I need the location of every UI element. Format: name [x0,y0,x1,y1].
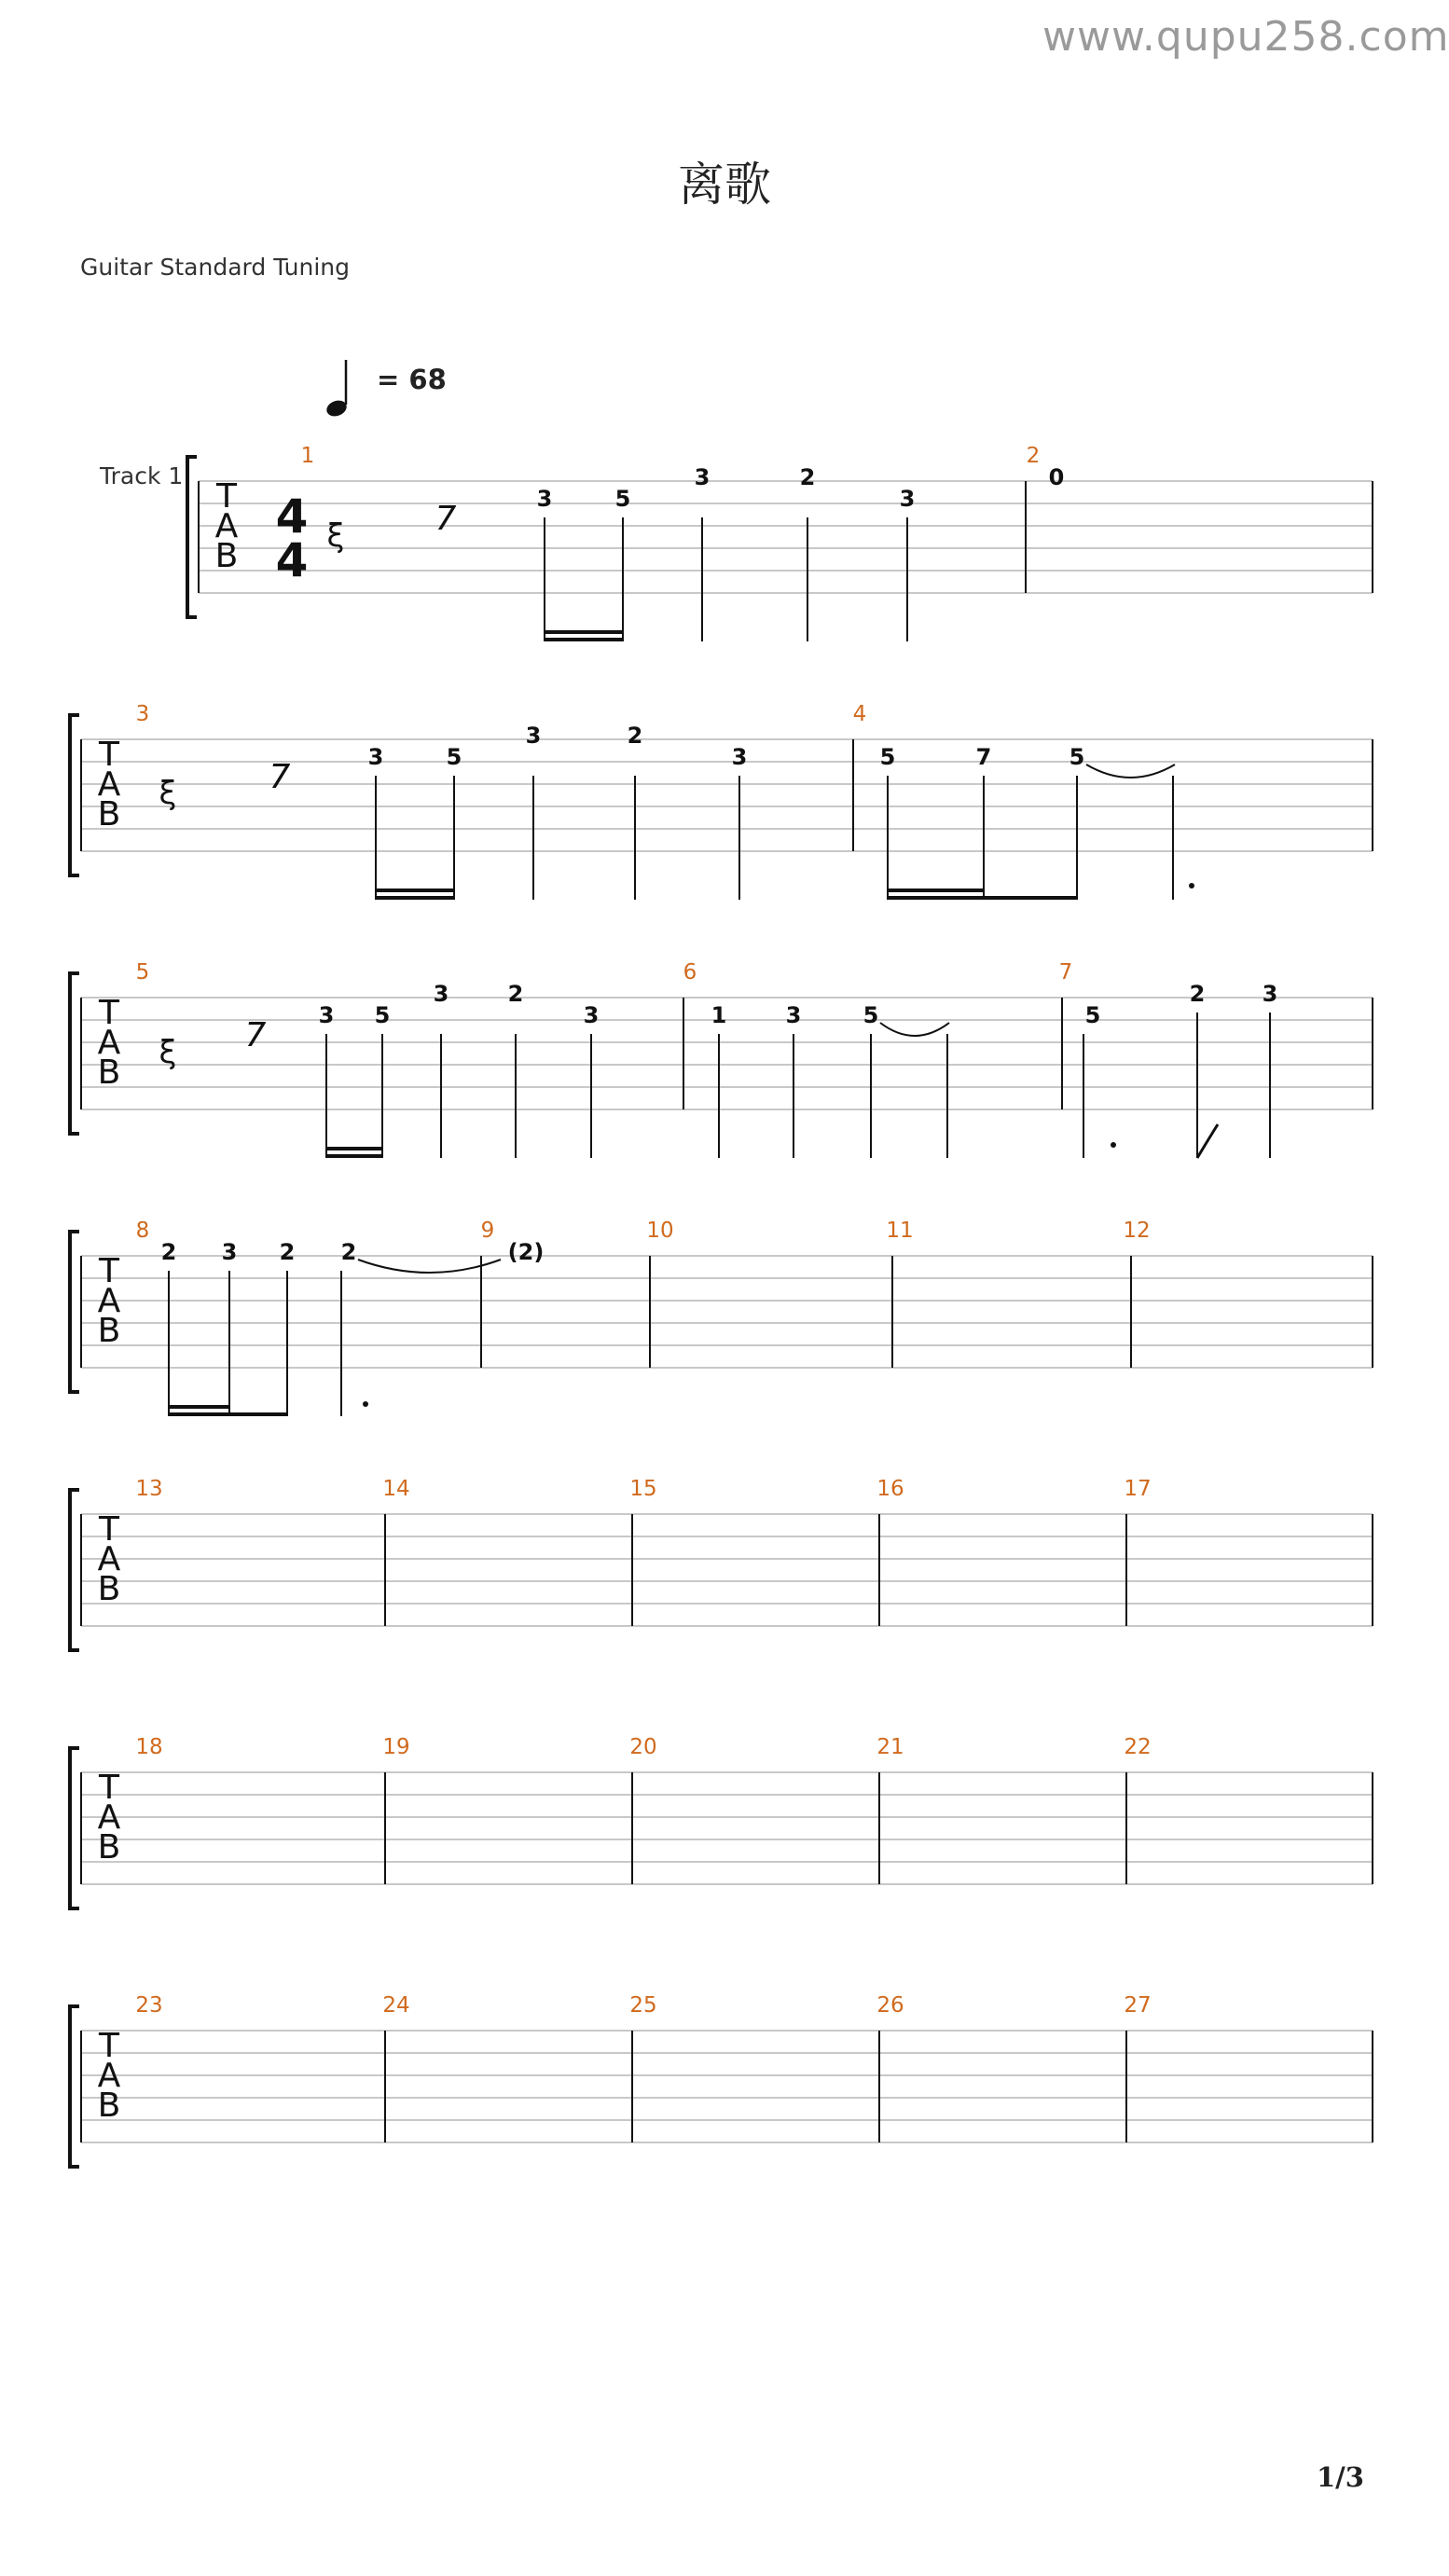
quarter-rest: ξ [159,775,177,812]
fret-number: 2 [279,1239,296,1265]
tab-clef-letter: T [99,1510,119,1549]
time-signature-bottom: 4 [275,533,309,587]
measure-number: 15 [629,1477,657,1501]
fret-number: 3 [221,1239,238,1265]
fret-number: 2 [1189,981,1206,1007]
tab-clef-letter: T [216,477,237,516]
staff-bracket [70,1748,79,1908]
tempo-value: = 68 [377,364,447,395]
fret-number: 5 [374,1002,391,1028]
measure-number: 4 [852,702,867,726]
fret-number: 5 [614,486,631,512]
tab-clef-letter: A [214,507,239,545]
fret-number: 5 [1084,1002,1101,1028]
augmentation-dot [1189,883,1194,889]
fret-number: (2) [507,1239,545,1265]
fret-number: 0 [1048,464,1065,490]
tab-clef-letter: B [97,2087,121,2125]
tab-clef-letter: T [99,994,119,1032]
track-label: Track 1 [100,462,184,489]
augmentation-dot [363,1401,368,1407]
tab-clef-letter: B [97,1054,121,1092]
tab-clef-letter: B [97,795,121,833]
staff-bracket [70,715,79,875]
measure-number: 3 [135,702,150,726]
tab-clef-letter: A [97,765,121,804]
staff-bracket [70,2006,79,2167]
fret-number: 3 [367,744,384,770]
fret-number: 3 [583,1002,600,1028]
measure-number: 12 [1123,1219,1151,1243]
measure-number: 19 [382,1735,410,1759]
measure-number: 1 [300,444,315,468]
eighth-rest: 7 [435,500,457,538]
measure-number: 20 [629,1735,657,1759]
watermark: www.qupu258.com [1042,13,1449,61]
measure-number: 17 [1124,1477,1152,1501]
measure-number: 7 [1058,960,1073,985]
fret-number: 5 [862,1002,879,1028]
fret-number: 3 [731,744,748,770]
fret-number: 2 [799,464,816,490]
fret-number: 5 [1069,744,1085,770]
measure-number: 24 [382,1993,410,2018]
fret-number: 3 [899,486,916,512]
tab-clef-letter: A [97,1024,121,1062]
measure-number: 21 [876,1735,904,1759]
staff-bracket [70,973,79,1134]
measure-number: 14 [382,1477,410,1501]
tab-clef-letter: A [97,1282,121,1320]
quarter-rest: ξ [326,517,345,555]
tab-clef-letter: T [99,736,119,774]
measure-number: 22 [1124,1735,1152,1759]
measure-number: 27 [1124,1993,1152,2018]
eighth-rest: 7 [244,1016,267,1054]
tie-arc [880,1023,949,1036]
fret-number: 5 [446,744,462,770]
measure-number: 26 [876,1993,904,2018]
measure-number: 10 [646,1219,674,1243]
tie-arc [1086,765,1175,778]
tab-clef-letter: B [97,1828,121,1867]
measure-number: 18 [135,1735,163,1759]
fret-number: 5 [879,744,896,770]
measure-number: 5 [135,960,150,985]
staff-bracket [70,1490,79,1650]
fret-number: 1 [711,1002,727,1028]
tab-clef-letter: T [99,2027,119,2065]
measure-number: 9 [480,1219,495,1243]
staff-bracket [70,1232,79,1392]
fret-number: 3 [536,486,553,512]
fret-number: 3 [433,981,449,1007]
tab-clef-letter: B [97,1312,121,1350]
measure-number: 25 [629,1993,657,2018]
fret-number: 3 [1262,981,1278,1007]
tuning-label: Guitar Standard Tuning [80,254,351,281]
fret-number: 3 [525,723,542,749]
tab-clef-letter: B [97,1570,121,1608]
measure-number: 2 [1026,444,1041,468]
fret-number: 2 [160,1239,177,1265]
quarter-rest: ξ [159,1034,177,1071]
page-number: 1/3 [1317,2461,1364,2493]
fret-number: 2 [340,1239,357,1265]
measure-number: 16 [876,1477,904,1501]
tab-clef-letter: T [99,1769,119,1807]
measure-number: 11 [886,1219,914,1243]
fret-number: 3 [318,1002,335,1028]
fret-number: 3 [694,464,711,490]
tab-clef-letter: B [214,537,239,575]
tab-clef-letter: A [97,1798,121,1837]
fret-number: 2 [507,981,524,1007]
eighth-rest: 7 [269,758,291,796]
measure-number: 6 [683,960,697,985]
tab-clef-letter: A [97,1540,121,1578]
tab-clef-letter: T [99,1252,119,1290]
fret-number: 7 [975,744,992,770]
fret-number: 3 [785,1002,802,1028]
tie-arc [358,1260,501,1273]
tab-clef-letter: A [97,2057,121,2095]
time-signature-top: 4 [275,489,309,544]
fret-number: 2 [627,723,643,749]
measure-number: 8 [135,1219,150,1243]
score-title: 离歌 [678,158,771,212]
staff-bracket [187,457,197,617]
measure-number: 13 [135,1477,163,1501]
augmentation-dot [1111,1142,1116,1148]
eighth-flag [1197,1124,1218,1158]
measure-number: 23 [135,1993,163,2018]
